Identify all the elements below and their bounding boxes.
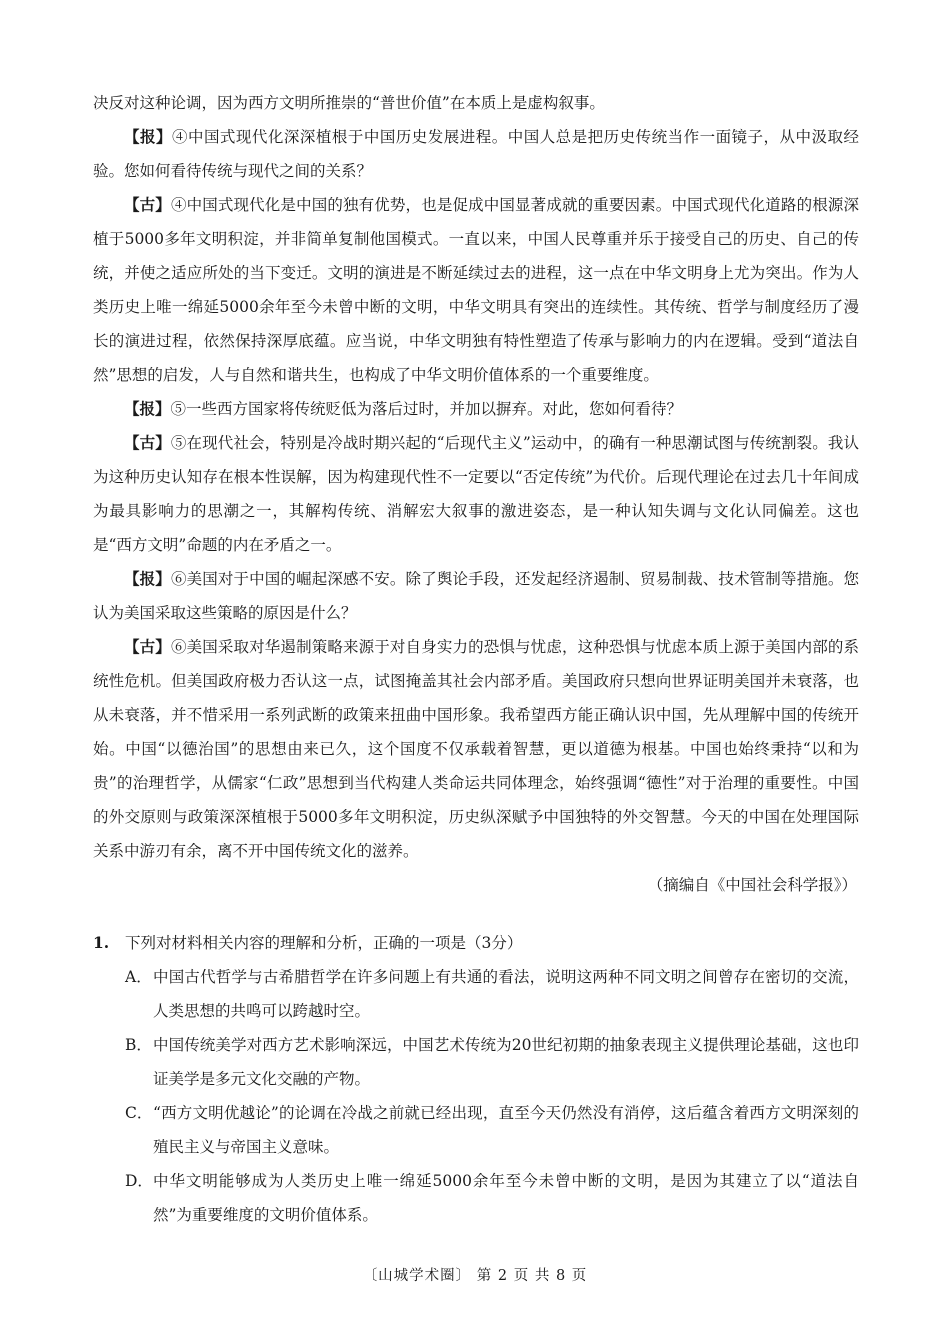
- interviewee-tag: 【古】: [124, 637, 171, 656]
- reporter-tag: 【报】: [124, 569, 171, 588]
- option-text: 中国古代哲学与古希腊哲学在许多问题上有共通的看法，说明这两种不同文明之间曾存在密切的交流，人类思想的共鸣可以跨越时空。: [153, 968, 859, 1020]
- passage-paragraph-0: 决反对这种论调，因为西方文明所推崇的“普世价值”在本质上是虚构叙事。: [93, 94, 605, 112]
- option-letter: A．: [125, 968, 152, 986]
- interview-answer-5: [93, 426, 859, 562]
- reporter-tag: 【报】: [124, 127, 172, 146]
- option-letter: C．: [125, 1104, 153, 1122]
- paragraph-text: ⑥美国对于中国的崛起深感不安。除了舆论手段，还发起经济遏制、贸易制裁、技术管制等措施。您认为美国采取这些策略的原因是什么？: [93, 570, 859, 622]
- question-1: [93, 926, 859, 1232]
- option-b: [93, 1028, 859, 1096]
- paragraph-text: ⑤在现代社会，特别是冷战时期兴起的“后现代主义”运动中，的确有一种思潮试图与传统割裂。我认为这种历史认知存在根本性误解，因为构建现代性不一定要以“否定传统”为代价。后现代理论在过去几十年间成为最具影响力的思潮之一，其解构传统、消解宏大叙事的激进姿态，是一种认知失调与文化认同偏差。这也是“西方文明”命题的内在矛盾之一。: [93, 434, 859, 554]
- interview-question-4: [93, 120, 859, 188]
- option-letter: D．: [125, 1172, 153, 1190]
- interview-question-5: [93, 392, 859, 426]
- question-number: 1.: [93, 933, 110, 952]
- paragraph-text: ⑤一些西方国家将传统贬低为落后过时，并加以摒弃。对此，您如何看待？: [170, 400, 683, 418]
- option-text: 中华文明能够成为人类历史上唯一绵延5000余年至今未曾中断的文明，是因为其建立了以“道法自然”为重要维度的文明价值体系。: [153, 1172, 859, 1224]
- option-a: [93, 960, 859, 1028]
- paragraph-text: ⑥美国采取对华遏制策略来源于对自身实力的恐惧与忧虑，这种恐惧与忧虑本质上源于美国内部的系统性危机。但美国政府极力否认这一点，试图掩盖其社会内部矛盾。美国政府只想向世界证明美国并未衰落，也从未衰落，并不惜采用一系列武断的政策来扭曲中国形象。我希望西方能正确认识中国，先从理解中国的传统开始。中国“以德治国”的思想由来已久，这个国度不仅承载着智慧，更以道德为根基。中国也始终秉持“以和为贵”的治理哲学，从儒家“仁政”思想到当代构建人类命运共同体理念，始终强调“德性”对于治理的重要性。中国的外交原则与政策深深植根于5000多年文明积淀，历史纵深赋予中国独特的外交智慧。今天的中国在处理国际关系中游刃有余，离不开中国传统文化的滋养。: [93, 638, 859, 860]
- interviewee-tag: 【古】: [124, 433, 171, 452]
- interviewee-tag: 【古】: [124, 195, 171, 214]
- interview-answer-6: [93, 630, 859, 868]
- paragraph-text: ④中国式现代化是中国的独有优势，也是促成中国显著成就的重要因素。中国式现代化道路的根源深植于5000多年文明积淀，并非简单复制他国模式。一直以来，中国人民尊重并乐于接受自己的历史、自己的传统，并使之适应所处的当下变迁。文明的演进是不断延续过去的进程，这一点在中华文明身上尤为突出。作为人类历史上唯一绵延5000余年至今未曾中断的文明，中华文明具有突出的连续性。其传统、哲学与制度经历了漫长的演进过程，依然保持深厚底蕴。应当说，中华文明独有特性塑造了传承与影响力的内在逻辑。受到“道法自然”思想的启发，人与自然和谐共生，也构成了中华文明价值体系的一个重要维度。: [93, 196, 859, 384]
- interview-question-6: [93, 562, 859, 630]
- option-c: [93, 1096, 859, 1164]
- source-citation: （摘编自《中国社会科学报》）: [647, 876, 857, 894]
- page-footer: 〔山城学术圈〕 第 2 页 共 8 页: [362, 1268, 588, 1284]
- option-letter: B．: [125, 1036, 152, 1054]
- option-text: “西方文明优越论”的论调在冷战之前就已经出现，直至今天仍然没有消停，这后蕴含着西方文明深刻的殖民主义与帝国主义意味。: [153, 1104, 859, 1156]
- interview-answer-4: [93, 188, 859, 392]
- option-d: [93, 1164, 859, 1232]
- reporter-tag: 【报】: [124, 399, 171, 418]
- question-stem: 1. 下列对材料相关内容的理解和分析，正确的一项是（3分）: [93, 926, 859, 960]
- option-text: 中国传统美学对西方艺术影响深远，中国艺术传统为20世纪初期的抽象表现主义提供理论基础，这也印证美学是多元文化交融的产物。: [153, 1036, 859, 1088]
- paragraph-text: ④中国式现代化深深植根于中国历史发展进程。中国人总是把历史传统当作一面镜子，从中汲取经验。您如何看待传统与现代之间的关系？: [93, 128, 859, 180]
- reading-passage: [93, 86, 859, 902]
